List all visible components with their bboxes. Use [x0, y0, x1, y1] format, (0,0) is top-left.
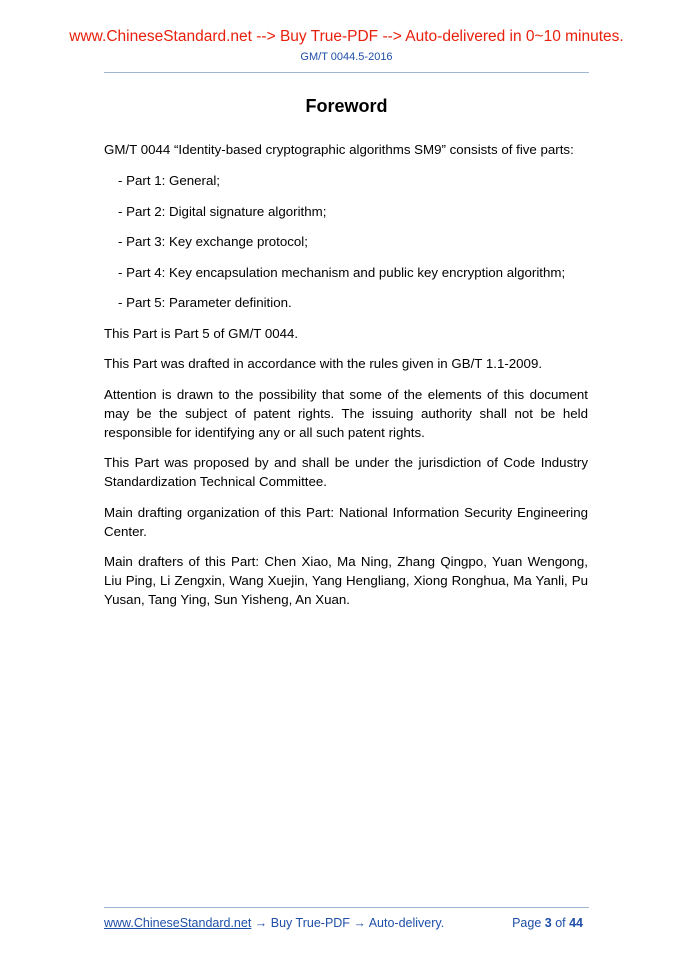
footer-left — [104, 916, 444, 930]
page-title: Foreword — [305, 96, 388, 116]
paragraph: This Part is Part 5 of GM/T 0044. — [104, 325, 299, 341]
footer-link-suffix: → Buy True-PDF → Auto-delivery. — [251, 916, 445, 930]
footer-divider — [104, 907, 589, 908]
list-item: - Part 1: General; — [118, 173, 220, 188]
list-item: - Part 2: Digital signature algorithm; — [118, 203, 327, 219]
list-item: - Part 3: Key exchange protocol; — [118, 234, 308, 249]
paragraph: Main drafting organization of this Part: National Information Security Engineering Center. — [104, 504, 588, 539]
paragraph: This Part was drafted in accordance with the rules given in GB/T 1.1-2009. — [104, 356, 543, 371]
page-current: 3 — [544, 916, 552, 930]
footer — [104, 916, 589, 930]
top-banner[interactable]: www.ChineseStandard.net --> Buy True-PDF --> Auto-delivered in 0~10 minutes. — [69, 28, 624, 45]
list-item: - Part 5: Parameter definition. — [118, 295, 292, 310]
parts-list — [104, 171, 588, 312]
document-body — [104, 140, 588, 621]
page-total: 44 — [569, 916, 583, 930]
intro-paragraph: GM/T 0044 “Identity-based cryptographic algorithms SM9” consists of five parts: — [104, 142, 574, 157]
paragraph: Attention is drawn to the possibility that some of the elements of this document may be the subject of patent rights. The issuing authority shall not be held responsible for identifying any or all such patent rights. — [104, 386, 588, 440]
standard-id: GM/T 0044.5-2016 — [300, 51, 393, 63]
page-number — [512, 916, 583, 930]
footer-site-link[interactable]: www.ChineseStandard.net — [104, 916, 252, 930]
page-label: Page — [512, 916, 545, 930]
page-of: of — [551, 916, 570, 930]
header-divider — [104, 72, 589, 73]
list-item: - Part 4: Key encapsulation mechanism and public key encryption algorithm; — [118, 264, 566, 280]
paragraph: This Part was proposed by and shall be under the jurisdiction of Code Industry Standardization Technical Committee. — [104, 455, 588, 489]
paragraph: Main drafters of this Part: Chen Xiao, Ma Ning, Zhang Qingpo, Yuan Wengong, Liu Ping, Li Zengxin, Wang Xuejin, Yang Hengliang, Xiong Ronghua, Ma Yanli, Pu Yusan, Tang Ying, Sun Yisheng, An Xuan. — [104, 554, 588, 607]
